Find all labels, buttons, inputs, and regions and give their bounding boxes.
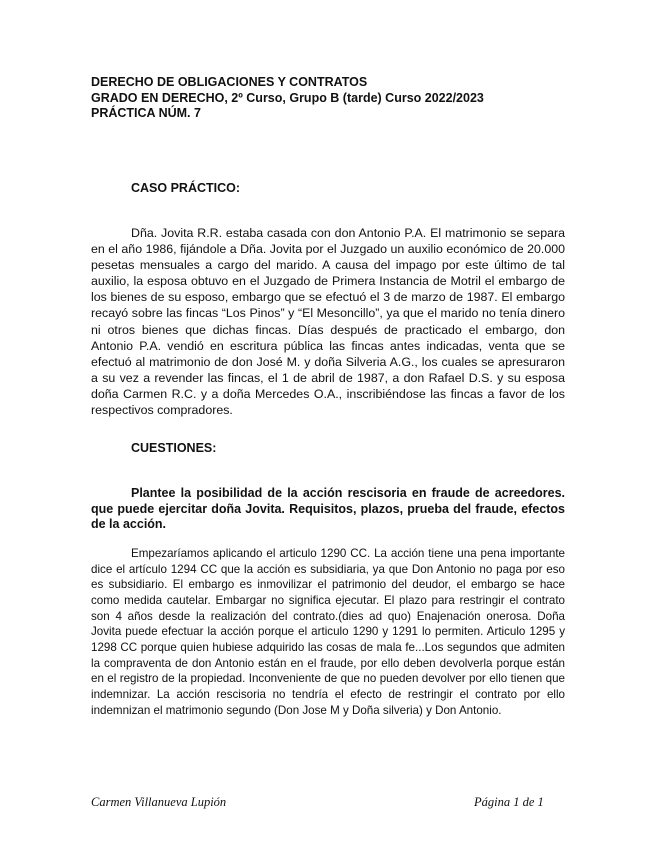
caso-practico-text: Dña. Jovita R.R. estaba casada con don Antonio P.A. El matrimonio se separa en el año 1986, fijándole a Dña. Jovita por el Juzgado un auxilio económico de 20.000 pesetas mensuales a cargo del marido. A causa del impago por este último de tal auxilio, la esposa obtuvo en el Juzgado de Primera Instancia de Motril el embargo de los bienes de su esposo, embargo que se efectuó el 3 de marzo de 1987. El embargo recayó sobre las fincas “Los Pinos” y “El Mesoncillo”, ya que el marido no tenía dinero ni otros bienes que dichas fincas. Días después de practicado el embargo, don Antonio P.A. vendió en escritura pública las fincas antes indicadas, venta que se efectuó al matrimonio de don José M. y doña Silveria A.G., los cuales se apresuraron a su vez a revender las fincas, el 1 de abril de 1987, a don Rafael D.S. y su esposa doña Carmen R.C. y a doña Mercedes O.A., inscribiéndose las fincas a favor de los respectivos compradores. (91, 226, 565, 418)
footer-page-number: Página 1 de 1 (474, 795, 544, 809)
document-header (91, 75, 484, 122)
course-details: GRADO EN DERECHO, 2º Curso, Grupo B (tarde) Curso 2022/2023 (91, 90, 484, 105)
footer-author: Carmen Villanueva Lupión (91, 795, 227, 809)
practice-number: PRÁCTICA NÚM. 7 (91, 106, 201, 120)
answer-text: Empezaríamos aplicando el articulo 1290 CC. La acción tiene una pena importante dice el artículo 1294 CC que la acción es subsidiaria, ya que Don Antonio no paga por eso es subsidiario. El embargo es inmovilizar el patrimonio del deudor, el embargo se hace como medida cautelar. Embargar no significa ejecutar. El plazo para restringir el contrato son 4 años desde la realización del contrato.(dies ad quo) Enajenación onerosa. Doña Jovita puede efectuar la acción porque el articulo 1290 y 1291 lo permiten. Articulo 1295 y 1298 CC porque quien hubiese adquirido las cosas de mala fe...Los segundos que admiten la compraventa de don Antonio están en el fraude, por ello deben devolverla porque están en el registro de la propiedad. Inconveniente de que no pueden devolver por ello tienen que indemnizar. La acción rescisoria no tendría el efecto de restringir el contrato por ello indemnizan el matrimonio segundo (Don Jose M y Doña silveria) y Don Antonio. (91, 547, 565, 717)
course-title: DERECHO DE OBLIGACIONES Y CONTRATOS (91, 75, 368, 89)
cuestiones-heading: CUESTIONES: (131, 441, 217, 455)
question-text: Plantee la posibilidad de la acción rescisoria en fraude de acreedores. que puede ejercitar doña Jovita. Requisitos, plazos, prueba del fraude, efectos de la acción. (91, 486, 565, 531)
caso-practico-heading: CASO PRÁCTICO: (131, 181, 241, 195)
